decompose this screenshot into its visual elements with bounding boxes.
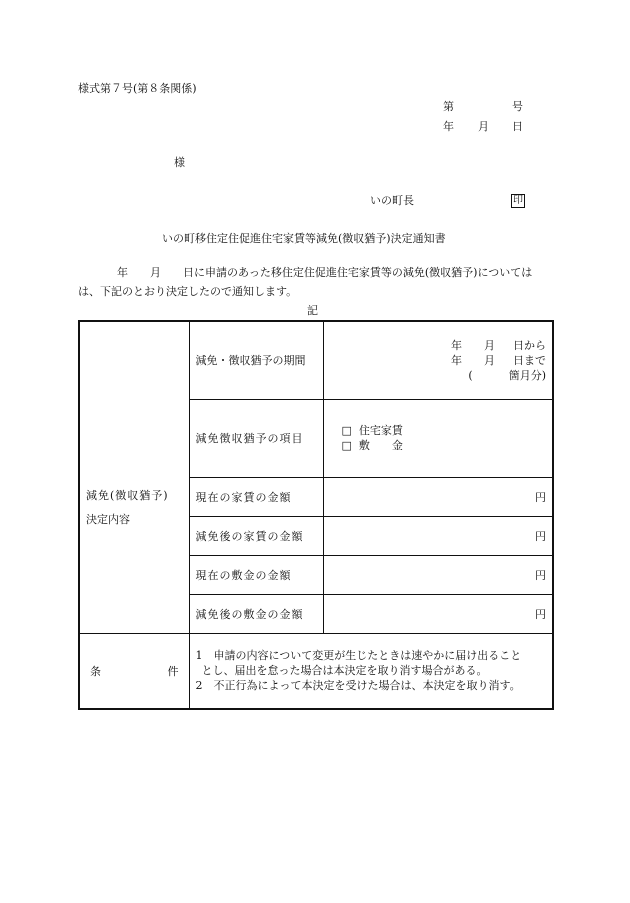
conditions-label xyxy=(86,663,183,679)
condition-line-3: 2 不正行為によって本決定を受けた場合は、本決定を取り消す。 xyxy=(195,679,521,693)
period-value-cell xyxy=(323,321,553,399)
amount-unit: 円 xyxy=(323,594,553,633)
body-line2: は、下記のとおり決定したので通知します。 xyxy=(78,285,298,298)
doc-number-suffix: 号 xyxy=(512,100,523,113)
period-to-year: 年 xyxy=(451,353,462,367)
conditions-label-right: 件 xyxy=(167,664,179,678)
option-rent[interactable] xyxy=(342,423,547,438)
form-number: 様式第７号(第８条関係) xyxy=(78,82,197,95)
period-months-close: 箇月分) xyxy=(508,368,546,382)
amount-unit: 円 xyxy=(323,516,553,555)
date-month: 月 xyxy=(478,120,489,133)
condition-line-2: とし、届出を怠った場合は本決定を取り消す場合がある。 xyxy=(201,664,488,678)
body-month: 月 xyxy=(150,266,161,279)
amount-label: 減免後の家賃の金額 xyxy=(189,516,323,555)
amount-label: 現在の敷金の金額 xyxy=(189,555,323,594)
conditions-label-left: 条 xyxy=(90,664,101,678)
decision-table xyxy=(78,320,554,710)
period-row xyxy=(79,321,553,399)
option-deposit[interactable] xyxy=(342,438,547,453)
period-to-month: 月 xyxy=(484,353,495,367)
option-rent-label: 住宅家賃 xyxy=(358,424,403,437)
recipient-suffix: 様 xyxy=(174,156,185,169)
amount-label: 現在の家賃の金額 xyxy=(189,477,323,516)
amount-unit: 円 xyxy=(323,477,553,516)
period-from xyxy=(330,338,547,353)
doc-title: いの町移住定住促進住宅家賃等減免(徴収猶予)決定通知書 xyxy=(162,232,446,245)
option-deposit-label: 敷 金 xyxy=(358,439,403,452)
section-label-1: 減免(徴収猶予) xyxy=(86,489,169,503)
period-from-day: 日から xyxy=(513,338,546,352)
period-label: 減免・徴収猶予の期間 xyxy=(189,321,323,399)
checkbox-icon[interactable]: □ xyxy=(341,424,352,437)
seal-box xyxy=(511,193,525,208)
condition-line-1: 1 申請の内容について変更が生じたときは速やかに届け出ること xyxy=(195,649,522,663)
doc-number-prefix: 第 xyxy=(443,100,454,113)
items-label: 減免徴収猶予の項目 xyxy=(189,399,323,477)
amount-unit: 円 xyxy=(323,555,553,594)
seal-mark: 印 xyxy=(513,195,523,206)
items-options-cell xyxy=(323,399,553,477)
body-year: 年 xyxy=(117,266,128,279)
date-year: 年 xyxy=(443,120,454,133)
period-months xyxy=(330,368,547,383)
amount-label: 減免後の敷金の金額 xyxy=(189,594,323,633)
issuer-title: いの町長 xyxy=(370,194,414,207)
period-to xyxy=(330,353,547,368)
checkbox-icon[interactable]: □ xyxy=(341,439,352,452)
section-label-cell xyxy=(79,321,189,633)
period-from-year: 年 xyxy=(451,338,462,352)
section-label-2: 決定内容 xyxy=(86,513,130,527)
period-to-day: 日まで xyxy=(513,353,546,367)
body-line1: 日に申請のあった移住定住促進住宅家賃等の減免(徴収猶予)については xyxy=(183,266,533,279)
conditions-row xyxy=(79,633,553,709)
date-day: 日 xyxy=(512,120,523,133)
period-from-month: 月 xyxy=(484,338,495,352)
conditions-label-cell xyxy=(79,633,189,709)
conditions-text-cell xyxy=(189,633,553,709)
ki-heading: 記 xyxy=(307,304,318,317)
period-months-open: ( xyxy=(468,368,473,382)
